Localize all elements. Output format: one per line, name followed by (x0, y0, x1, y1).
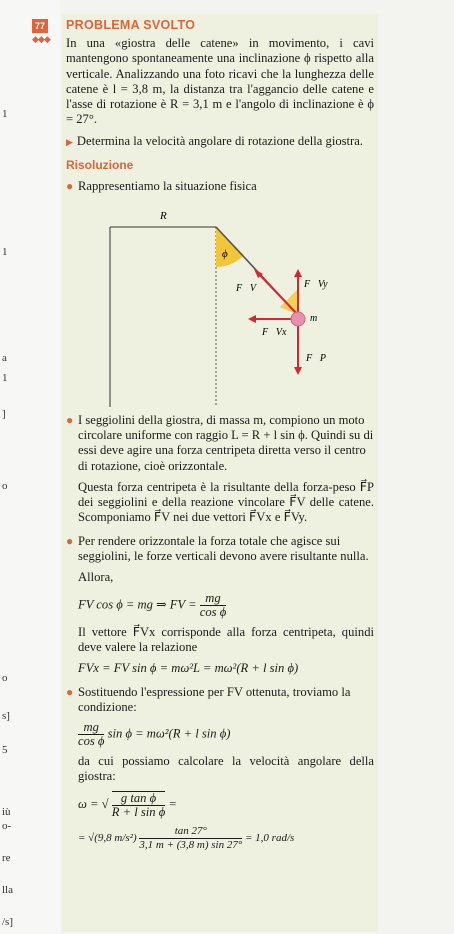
eq5-den: 3,1 m + (3,8 m) sin 27° (139, 838, 243, 851)
problem-title: PROBLEMA SVOLTO (66, 18, 196, 32)
equation-3 (66, 721, 374, 748)
vector-FVx-head (248, 315, 256, 323)
equation-2: FVx = FV sin ϕ = mω²L = mω²(R + l sin ϕ) (78, 661, 299, 676)
eq4-num: g tan ϕ (112, 792, 166, 806)
solution-step (66, 179, 374, 194)
vector-FV (258, 273, 298, 315)
problem-header (32, 18, 374, 44)
solution-step (66, 685, 374, 716)
eq1-den: cos ϕ (199, 604, 227, 619)
label-FVy: F⃗Vy (304, 278, 328, 290)
allora-text: Allora, (78, 570, 114, 585)
eq5-fraction (139, 825, 242, 852)
seat-mass-circle (291, 312, 305, 326)
eq3-den: cos ϕ (78, 734, 105, 749)
margin-fragment: s] (2, 710, 10, 722)
problem-text: In una «giostra delle catene» in movimento, i cavi mantengono spontaneamente una inclinazione ϕ rispetto alla verticale. Analizzando una foto ricavi che la lunghezza delle catene è l = 3,8 m, la distanza tra l'aggancio delle catene e l'asse di rotazione è R = 3,1 m e l'angolo di inclinazione è ϕ = 27°. (66, 36, 374, 127)
problem-request (66, 134, 374, 150)
label-FV: F⃗V (236, 282, 256, 294)
vector-FVy-head (294, 269, 302, 277)
margin-fragment: 5 (2, 744, 8, 756)
solution-step (66, 413, 374, 474)
eq4-left: ω = √ (78, 796, 109, 811)
step-text: Rappresentiamo la situazione fisica (78, 179, 257, 194)
margin-fragment: o (2, 672, 8, 684)
label-R: R (160, 209, 167, 222)
triangle-bullet-icon: ▶ (66, 136, 73, 147)
solution-step (66, 534, 374, 565)
margin-fragment: 1 (2, 372, 8, 384)
vector-FP-head (294, 367, 302, 375)
difficulty-dots-icon: ◆◆◆ (32, 34, 50, 44)
eq4-right: = (168, 796, 177, 811)
margin-fragment: lla (2, 884, 13, 896)
margin-fragment: 1 (2, 246, 8, 258)
eq4-den: R + l sin ϕ (111, 804, 166, 819)
bullet-icon: ● (66, 533, 74, 548)
label-FP: F⃗P (306, 352, 326, 364)
da-cui-text: da cui possiamo calcolare la velocità angolare della giostra: (78, 754, 374, 784)
problem-number-badge: 77 (32, 19, 48, 33)
step-text: Per rendere orizzontale la forza totale che agisce sui seggiolini, le forze verticali devono avere risultante nulla. (78, 533, 369, 564)
bullet-icon: ● (66, 412, 74, 427)
eq4-fraction (112, 791, 166, 819)
margin-fragment: /s] (2, 916, 13, 928)
eq1-num: mg (200, 592, 226, 606)
eq3-fraction (78, 721, 104, 748)
angle-phi-marker (216, 227, 244, 267)
vettore-text: Il vettore F⃗Vx corrisponde alla forza centripeta, quindi deve valere la relazione (78, 624, 374, 654)
eq5-num: tan 27° (139, 825, 242, 839)
solution-title: Risoluzione (66, 158, 134, 173)
step-text: I seggiolini della giostra, di massa m, compiono un moto circolare uniforme con raggio L = R + l sin ϕ. Quindi su di essi deve agire una forza centripeta diretta verso il centro di rotazione, cioè orizzontale. (78, 412, 374, 473)
request-text: Determina la velocità angolare di rotazione della giostra. (76, 133, 363, 148)
bullet-icon: ● (66, 179, 74, 194)
margin-fragment: o- (2, 820, 12, 832)
margin-fragment: ] (2, 408, 6, 420)
label-FVx: F⃗Vx (262, 326, 287, 338)
eq3-right: sin ϕ = mω²(R + l sin ϕ) (107, 726, 231, 741)
left-page-strip (0, 0, 60, 934)
margin-fragment: 1 (2, 108, 8, 120)
step-text-continued: Questa forza centripeta è la risultante della forza-peso F⃗P dei seggiolini e della reazione vincolare F⃗V delle catene. Scomponiamo F⃗V nei due vettori F⃗Vx e F⃗Vy. (78, 479, 374, 525)
label-phi: ϕ (222, 247, 228, 260)
eq1-left: FV cos ϕ = mg ⇒ FV = (78, 597, 197, 612)
eq5-left: = √(9,8 m/s²) (78, 831, 137, 844)
eq5-right: = 1,0 rad/s (245, 831, 295, 844)
eq1-fraction (200, 592, 226, 619)
bullet-icon: ● (66, 684, 74, 699)
eq3-num: mg (78, 721, 104, 735)
margin-fragment: o (2, 480, 8, 492)
chain-swing-diagram (66, 201, 374, 407)
margin-fragment: iù (2, 806, 11, 818)
equation-4 (66, 791, 374, 819)
margin-fragment: re (2, 852, 11, 864)
step-text: Sostituendo l'espressione per FV ottenuta, troviamo la condizione: (78, 684, 351, 714)
problem-content (32, 18, 374, 858)
label-m: m (310, 312, 318, 324)
equation-1 (66, 592, 374, 619)
force-diagram (66, 201, 374, 407)
equation-5 (66, 825, 374, 852)
margin-fragment: a (2, 352, 7, 364)
